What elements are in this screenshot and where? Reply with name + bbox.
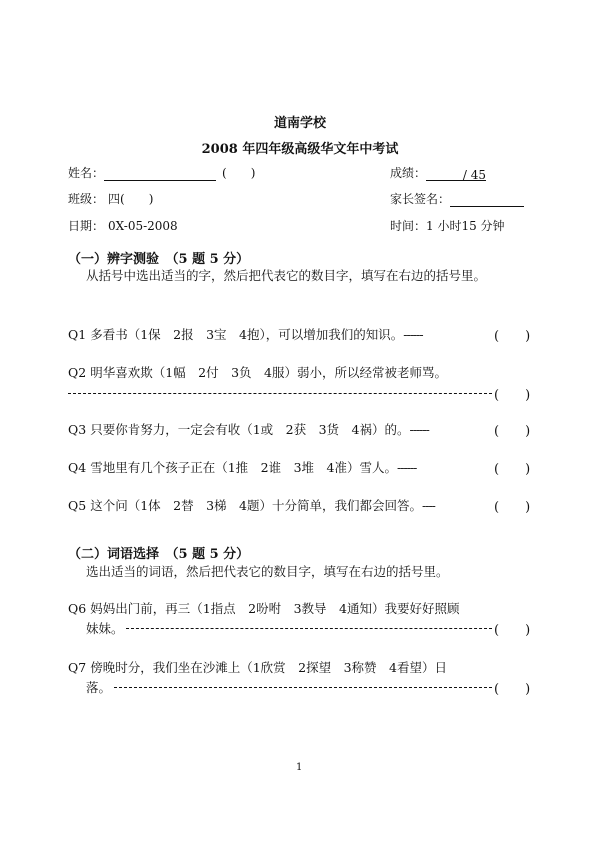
time-label: 时间：1 小时15 分钟: [390, 219, 505, 233]
score-row: [390, 164, 486, 181]
answer-line-q6: [126, 628, 492, 629]
score-field[interactable]: [426, 168, 486, 181]
question-q1: Q1 多看书（1保 2报 3宝 4抱），可以增加我们的知识。------: [68, 327, 423, 342]
answer-box-q6[interactable]: ( ): [494, 623, 531, 638]
answer-box-q7[interactable]: ( ): [494, 682, 531, 697]
question-text: 傍晚时分，我们坐在沙滩上（1欣赏 2探望 3称赞 4看望）日: [90, 660, 448, 675]
question-text: 多看书（1保 2报 3宝 4抱），可以增加我们的知识。: [90, 327, 404, 342]
question-number: Q6: [68, 601, 87, 616]
section1-title: （一）辨字测验 （5 题 5 分）: [68, 252, 250, 267]
name-label: 姓名：: [68, 166, 105, 180]
question-text: 这个问（1体 2替 3梯 4题）十分简单，我们都会回答。: [90, 498, 423, 513]
date-label: 日期：: [68, 219, 105, 233]
question-text: 明华喜欢欺（1幅 2付 3负 4服）弱小，所以经常被老师骂。: [90, 365, 448, 380]
name-row: [68, 164, 255, 181]
question-q7-continuation: 落。: [86, 680, 112, 695]
question-q7: [68, 658, 447, 676]
class-label: 班级：: [68, 192, 105, 206]
answer-box-q3[interactable]: ( ): [494, 424, 531, 439]
question-number: Q2: [68, 365, 87, 380]
exam-title: 2008 年四年级高级华文年中考试: [201, 142, 399, 157]
page-number: 1: [296, 762, 303, 773]
score-label: 成绩：: [390, 166, 427, 180]
question-q5: Q5 这个问（1体 2替 3梯 4题）十分简单，我们都会回答。----: [68, 498, 435, 513]
date-row: [68, 217, 178, 234]
answer-box-q4[interactable]: ( ): [494, 462, 531, 477]
question-number: Q5: [68, 498, 87, 513]
name-blank[interactable]: [104, 168, 216, 181]
section2-instruction: 选出适当的词语，然后把代表它的数目字，填写在右边的括号里。: [86, 564, 449, 579]
question-q2: [68, 363, 447, 381]
question-text: 妈妈出门前，再三（1指点 2吩咐 3教导 4通知）我要好好照顾: [90, 601, 460, 616]
class-row: [68, 190, 153, 207]
score-value: / 45: [462, 168, 487, 182]
answer-line-q2: [68, 393, 492, 394]
section2-title: （二）词语选择 （5 题 5 分）: [68, 547, 250, 562]
question-q3: Q3 只要你肯努力，一定会有收（1或 2获 3货 4祸）的。------: [68, 422, 429, 437]
parent-sign-row: [390, 190, 524, 207]
answer-line-q7: [114, 687, 492, 688]
question-number: Q3: [68, 422, 87, 437]
question-q4: Q4 雪地里有几个孩子正在（1推 2谁 3堆 4准）雪人。------: [68, 460, 417, 475]
question-number: Q4: [68, 460, 87, 475]
question-q6-continuation: 妹妹。: [86, 621, 124, 636]
parent-sign-blank[interactable]: [450, 194, 524, 207]
question-text: 只要你肯努力，一定会有收（1或 2获 3货 4祸）的。: [90, 422, 410, 437]
question-q6: [68, 599, 460, 617]
school-name: 道南学校: [273, 116, 326, 131]
answer-box-q1[interactable]: ( ): [494, 329, 531, 344]
class-value: 四( ): [108, 192, 154, 206]
parent-sign-label: 家长签名：: [390, 192, 451, 206]
question-number: Q1: [68, 327, 87, 342]
question-number: Q7: [68, 660, 87, 675]
answer-box-q2[interactable]: ( ): [494, 388, 531, 403]
question-text: 雪地里有几个孩子正在（1推 2谁 3堆 4准）雪人。: [90, 460, 398, 475]
date-value: 0X-05-2008: [108, 219, 178, 233]
answer-box-q5[interactable]: ( ): [494, 500, 531, 515]
name-paren: ( ): [222, 166, 256, 180]
section1-instruction: 从括号中选出适当的字，然后把代表它的数目字，填写在右边的括号里。: [86, 268, 487, 283]
